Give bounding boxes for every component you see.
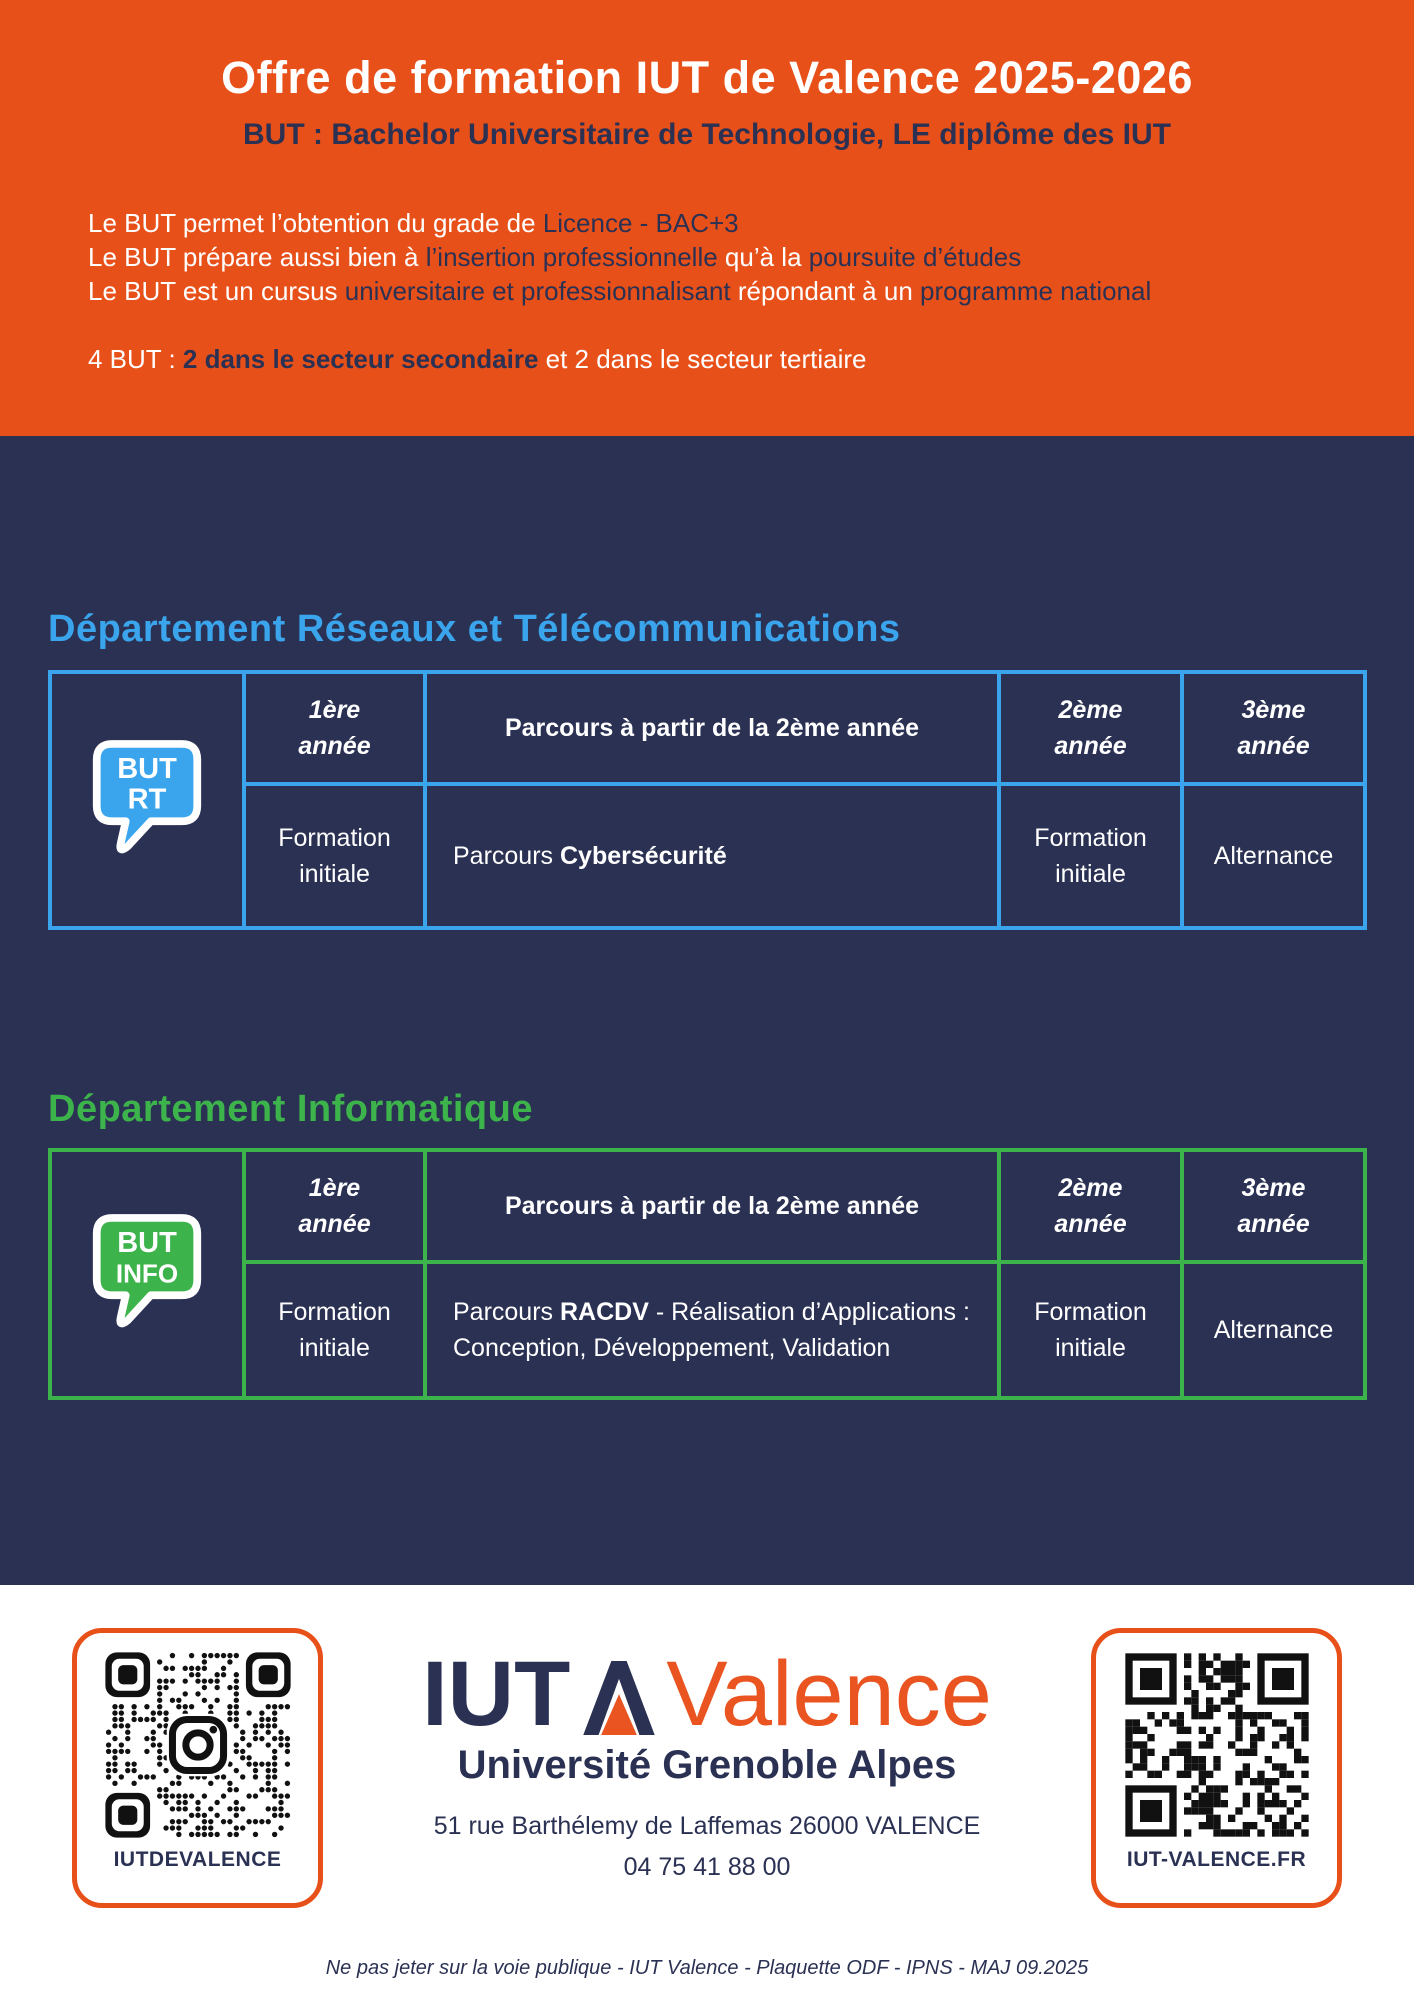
- footer-note: Ne pas jeter sur la voie publique - IUT Valence - Plaquette ODF - IPNS - MAJ 09.2025: [325, 1957, 1089, 1979]
- brand-block: [323, 1641, 1091, 1882]
- dept-rt-table: [48, 670, 1367, 930]
- rt-col-header-parcours: Parcours à partir de la 2ème année: [427, 674, 997, 782]
- info-cell-year2: Formation initiale: [1001, 1264, 1180, 1396]
- info-col-header-parcours: Parcours à partir de la 2ème année: [427, 1152, 997, 1260]
- address: 51 rue Barthélemy de Laffemas 26000 VALENCE: [433, 1812, 981, 1840]
- dept-info-table: [48, 1148, 1367, 1400]
- instagram-qr-code: [99, 1646, 297, 1844]
- svg-text:BUT: BUT: [117, 752, 177, 785]
- logo-a-mountain-icon: [580, 1661, 658, 1735]
- dept-rt-title: Département Réseaux et Télécommunications: [48, 608, 901, 650]
- qr-card-website: [1091, 1628, 1342, 1908]
- info-col-header-year3: 3ème année: [1184, 1152, 1363, 1260]
- rt-col-header-year1: 1ère année: [246, 674, 423, 782]
- intro-line-2: Le BUT prépare aussi bien à l’insertion professionnelle qu’à la poursuite d’études: [88, 242, 1022, 272]
- rt-cell-year1: Formation initiale: [246, 786, 423, 926]
- intro-text: [88, 206, 1151, 376]
- page-title: Offre de formation IUT de Valence 2025-2026: [221, 52, 1193, 103]
- svg-text:BUT: BUT: [117, 1226, 177, 1259]
- dept-info-title: Département Informatique: [48, 1088, 533, 1130]
- logo-valence-text: Valence: [666, 1643, 992, 1746]
- rt-col-header-year3: 3ème année: [1184, 674, 1363, 782]
- info-cell-year3: Alternance: [1184, 1264, 1363, 1396]
- rt-cell-parcours: Parcours Cybersécurité: [427, 786, 997, 926]
- university-name: Université Grenoble Alpes: [457, 1743, 957, 1787]
- svg-text:INFO: INFO: [115, 1258, 179, 1289]
- website-qr-code: [1118, 1646, 1316, 1844]
- phone-number: 04 75 41 88 00: [623, 1853, 791, 1881]
- info-cell-year1: Formation initiale: [246, 1264, 423, 1396]
- qr-card-instagram: [72, 1628, 323, 1908]
- orange-header-band: [0, 0, 1414, 436]
- qr-label-website: IUT-VALENCE.FR: [1126, 1848, 1307, 1871]
- rt-cell-year2: Formation initiale: [1001, 786, 1180, 926]
- intro-line-1: Le BUT permet l’obtention du grade de Licence - BAC+3: [88, 208, 739, 238]
- rt-col-header-year2: 2ème année: [1001, 674, 1180, 782]
- rt-cell-year3: Alternance: [1184, 786, 1363, 926]
- logo-iut-text: IUT: [422, 1643, 571, 1746]
- qr-label-instagram: IUTDEVALENCE: [113, 1848, 282, 1871]
- speech-bubble-info-icon: [89, 1210, 205, 1338]
- speech-bubble-rt-icon: [89, 736, 205, 864]
- but-rt-badge: [52, 674, 242, 926]
- svg-text:RT: RT: [127, 783, 167, 816]
- intro-line-3: Le BUT est un cursus universitaire et professionnalisant répondant à un programme national: [88, 276, 1152, 306]
- iut-valence-logo: [323, 1641, 1091, 1746]
- info-cell-parcours: Parcours RACDV - Réalisation d’Applications : Conception, Développement, Validation: [427, 1264, 997, 1396]
- footer: [0, 1585, 1414, 2000]
- but-info-badge: [52, 1152, 242, 1396]
- page-subtitle: BUT : Bachelor Universitaire de Technologie, LE diplôme des IUT: [243, 118, 1171, 151]
- info-col-header-year1: 1ère année: [246, 1152, 423, 1260]
- info-col-header-year2: 2ème année: [1001, 1152, 1180, 1260]
- intro-line-4: 4 BUT : 2 dans le secteur secondaire et 2 dans le secteur tertiaire: [88, 344, 867, 374]
